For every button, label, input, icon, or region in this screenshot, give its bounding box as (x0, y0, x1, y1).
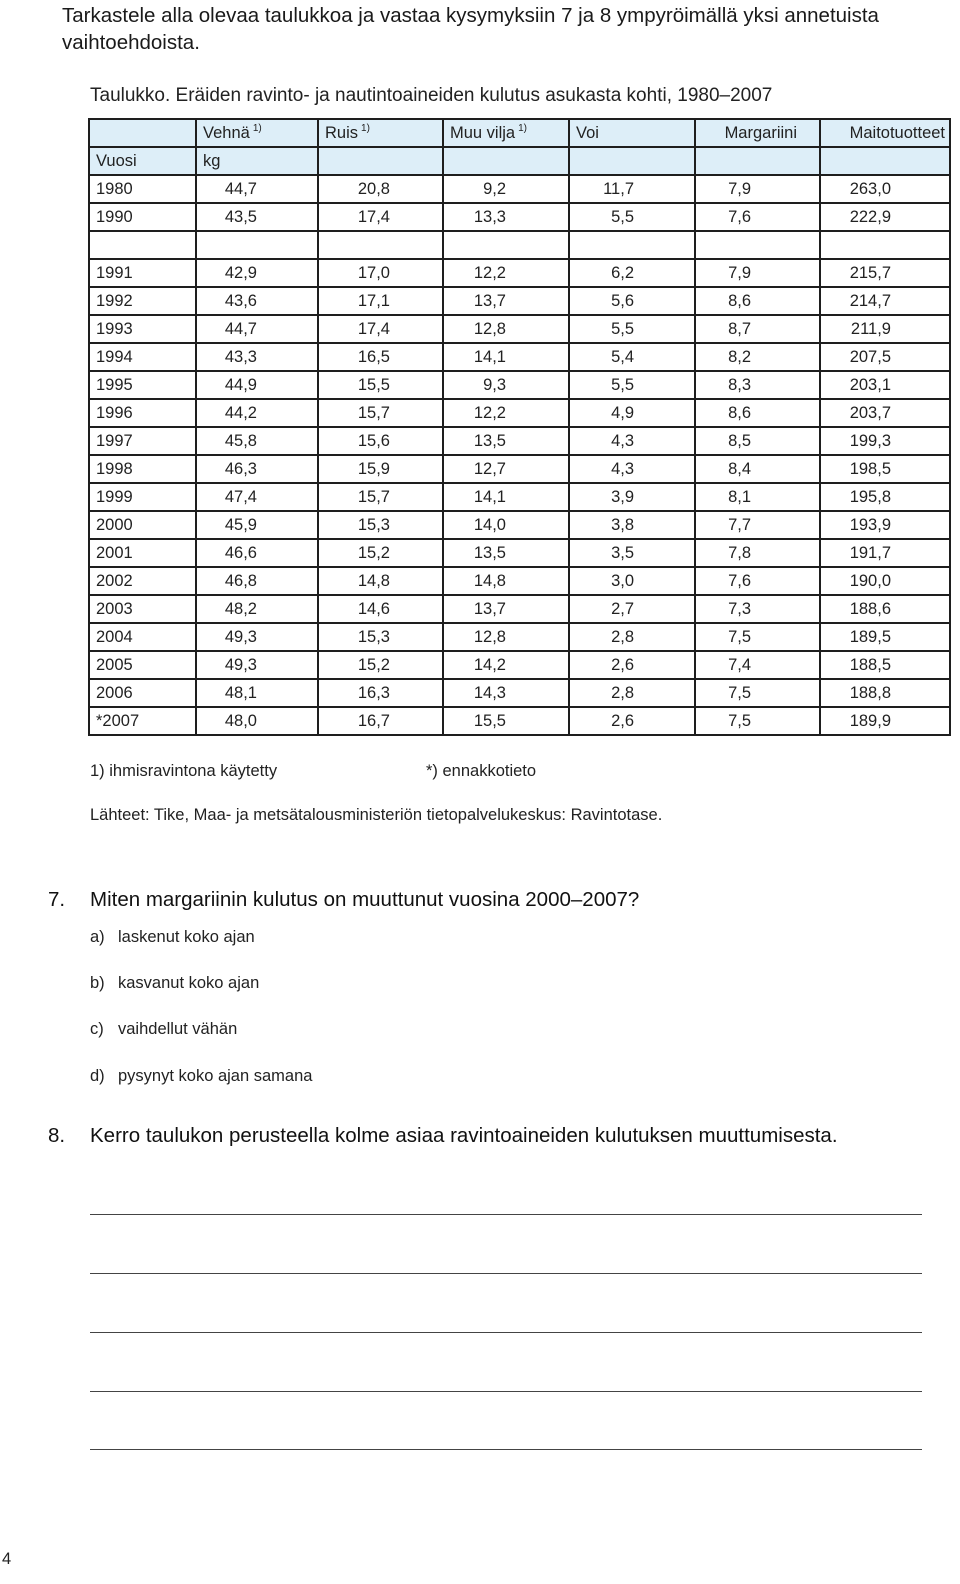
voi-cell: 3,8 (569, 511, 695, 539)
vehna-cell: 45,9 (196, 511, 318, 539)
instructions: Tarkastele alla olevaa taulukkoa ja vastaa kysymyksiin 7 ja 8 ympyröimällä yksi annetuista vaihtoehdoista. (62, 4, 879, 54)
voi-cell: 2,8 (569, 623, 695, 651)
table-row (89, 651, 950, 679)
answer-line[interactable] (90, 1391, 922, 1392)
table-row (89, 511, 950, 539)
vehna-cell: 42,9 (196, 259, 318, 287)
maitotuotteet-cell: 203,1 (820, 371, 950, 399)
ruis-cell: 15,2 (318, 539, 443, 567)
option-b-text[interactable]: kasvanut koko ajan (118, 974, 260, 992)
maitotuotteet-cell: 222,9 (820, 203, 950, 231)
muu-vilja-cell: 9,2 (443, 175, 569, 203)
vehna-cell: 48,0 (196, 707, 318, 735)
vehna-cell: 44,7 (196, 175, 318, 203)
table-row (89, 679, 950, 707)
table-row (89, 567, 950, 595)
question-7-text: Miten margariinin kulutus on muuttunut vuosina 2000–2007? (90, 888, 640, 911)
voi-cell: 5,6 (569, 287, 695, 315)
header-vuosi: Vuosi (89, 147, 196, 175)
margariini-cell: 7,5 (695, 623, 820, 651)
muu-vilja-cell: 13,3 (443, 203, 569, 231)
table-row (89, 427, 950, 455)
ruis-cell: 17,1 (318, 287, 443, 315)
voi-cell: 2,6 (569, 651, 695, 679)
ruis-cell: 15,9 (318, 455, 443, 483)
table-spacer-row (89, 231, 950, 259)
ruis-cell: 17,0 (318, 259, 443, 287)
header-blank (443, 147, 569, 175)
margariini-cell: 7,6 (695, 567, 820, 595)
question-8-text: Kerro taulukon perusteella kolme asiaa ravintoaineiden kulutuksen muuttumisesta. (90, 1124, 838, 1147)
header-cell-empty (89, 119, 196, 147)
margariini-cell: 7,4 (695, 651, 820, 679)
voi-cell: 4,9 (569, 399, 695, 427)
vehna-cell: 46,3 (196, 455, 318, 483)
muu-vilja-cell: 13,7 (443, 595, 569, 623)
maitotuotteet-cell: 198,5 (820, 455, 950, 483)
maitotuotteet-cell: 188,8 (820, 679, 950, 707)
margariini-cell: 7,6 (695, 203, 820, 231)
voi-cell: 2,7 (569, 595, 695, 623)
margariini-cell: 8,1 (695, 483, 820, 511)
year-cell: 2002 (89, 567, 196, 595)
empty-cell (569, 231, 695, 259)
year-cell: 2004 (89, 623, 196, 651)
voi-cell: 5,4 (569, 343, 695, 371)
muu-vilja-cell: 14,0 (443, 511, 569, 539)
vehna-cell: 44,9 (196, 371, 318, 399)
muu-vilja-cell: 13,7 (443, 287, 569, 315)
ruis-cell: 15,7 (318, 483, 443, 511)
ruis-cell: 16,3 (318, 679, 443, 707)
ruis-cell: 14,6 (318, 595, 443, 623)
option-c-text[interactable]: vaihdellut vähän (118, 1020, 238, 1038)
year-cell: 1996 (89, 399, 196, 427)
maitotuotteet-cell: 199,3 (820, 427, 950, 455)
empty-cell (196, 231, 318, 259)
margariini-cell: 8,6 (695, 399, 820, 427)
maitotuotteet-cell: 193,9 (820, 511, 950, 539)
margariini-cell: 7,3 (695, 595, 820, 623)
consumption-table (88, 118, 951, 736)
vehna-cell: 43,3 (196, 343, 318, 371)
muu-vilja-cell: 15,5 (443, 707, 569, 735)
muu-vilja-cell: 14,1 (443, 483, 569, 511)
header-muu-vilja: Muu vilja $^{1)}$ (443, 119, 569, 147)
year-cell: 1998 (89, 455, 196, 483)
year-cell: 2003 (89, 595, 196, 623)
voi-cell: 2,6 (569, 707, 695, 735)
maitotuotteet-cell: 188,5 (820, 651, 950, 679)
footnote-human-food: 1) ihmisravintona käytetty (90, 762, 278, 780)
answer-line[interactable] (90, 1332, 922, 1333)
answer-line[interactable] (90, 1214, 922, 1215)
footnote-preliminary: *) ennakkotieto (426, 762, 537, 780)
answer-line[interactable] (90, 1449, 922, 1450)
vehna-cell: 49,3 (196, 651, 318, 679)
voi-cell: 3,5 (569, 539, 695, 567)
table-row (89, 315, 950, 343)
table-header-row (89, 119, 950, 147)
ruis-cell: 17,4 (318, 203, 443, 231)
option-b-letter[interactable]: b) (90, 974, 105, 992)
year-cell: 1990 (89, 203, 196, 231)
table-row (89, 399, 950, 427)
muu-vilja-cell: 14,8 (443, 567, 569, 595)
muu-vilja-cell: 12,8 (443, 623, 569, 651)
question-8-number: 8. (48, 1124, 66, 1147)
option-c-letter[interactable]: c) (90, 1020, 104, 1038)
footnote-mark: 1) (518, 123, 528, 134)
table-row (89, 259, 950, 287)
voi-cell: 5,5 (569, 315, 695, 343)
muu-vilja-cell: 13,5 (443, 427, 569, 455)
margariini-cell: 8,4 (695, 455, 820, 483)
muu-vilja-cell: 12,2 (443, 259, 569, 287)
ruis-cell: 15,5 (318, 371, 443, 399)
ruis-cell: 15,6 (318, 427, 443, 455)
year-cell: 1997 (89, 427, 196, 455)
year-cell: 1994 (89, 343, 196, 371)
header-ruis: Ruis $^{1)}$ (318, 119, 443, 147)
voi-cell: 3,9 (569, 483, 695, 511)
vehna-cell: 48,2 (196, 595, 318, 623)
maitotuotteet-cell: 211,9 (820, 315, 950, 343)
muu-vilja-cell: 12,8 (443, 315, 569, 343)
vehna-cell: 46,8 (196, 567, 318, 595)
voi-cell: 5,5 (569, 371, 695, 399)
maitotuotteet-cell: 189,5 (820, 623, 950, 651)
empty-cell (695, 231, 820, 259)
margariini-cell: 7,9 (695, 259, 820, 287)
year-cell: 2001 (89, 539, 196, 567)
ruis-cell: 15,3 (318, 511, 443, 539)
vehna-cell: 45,8 (196, 427, 318, 455)
muu-vilja-cell: 14,2 (443, 651, 569, 679)
muu-vilja-cell: 9,3 (443, 371, 569, 399)
ruis-cell: 16,5 (318, 343, 443, 371)
maitotuotteet-cell: 207,5 (820, 343, 950, 371)
year-cell: *2007 (89, 707, 196, 735)
vehna-cell: 49,3 (196, 623, 318, 651)
margariini-cell: 8,3 (695, 371, 820, 399)
year-cell: 2006 (89, 679, 196, 707)
vehna-cell: 48,1 (196, 679, 318, 707)
year-cell: 2005 (89, 651, 196, 679)
voi-cell: 4,3 (569, 427, 695, 455)
option-a-letter[interactable]: a) (90, 928, 105, 946)
voi-cell: 3,0 (569, 567, 695, 595)
year-cell: 1999 (89, 483, 196, 511)
vehna-cell: 43,6 (196, 287, 318, 315)
muu-vilja-cell: 12,2 (443, 399, 569, 427)
maitotuotteet-cell: 203,7 (820, 399, 950, 427)
ruis-cell: 17,4 (318, 315, 443, 343)
maitotuotteet-cell: 214,7 (820, 287, 950, 315)
footnote-mark: 1) (252, 123, 262, 134)
table-row (89, 175, 950, 203)
header-voi: Voi (569, 119, 695, 147)
table-row (89, 539, 950, 567)
margariini-cell: 7,8 (695, 539, 820, 567)
maitotuotteet-cell: 263,0 (820, 175, 950, 203)
margariini-cell: 8,2 (695, 343, 820, 371)
option-d-text[interactable]: pysynyt koko ajan samana (118, 1067, 313, 1085)
page-number: 4 (2, 1550, 12, 1568)
maitotuotteet-cell: 191,7 (820, 539, 950, 567)
year-cell: 1980 (89, 175, 196, 203)
year-cell: 1995 (89, 371, 196, 399)
year-cell: 1992 (89, 287, 196, 315)
table-row (89, 455, 950, 483)
ruis-cell: 15,7 (318, 399, 443, 427)
maitotuotteet-cell: 195,8 (820, 483, 950, 511)
muu-vilja-cell: 14,3 (443, 679, 569, 707)
header-vehna: Vehnä $^{1)}$ (196, 119, 318, 147)
margariini-cell: 8,5 (695, 427, 820, 455)
table-caption: Taulukko. Eräiden ravinto- ja nautintoaineiden kulutus asukasta kohti, 1980–2007 (90, 85, 773, 106)
option-a-text[interactable]: laskenut koko ajan (118, 928, 255, 946)
muu-vilja-cell: 12,7 (443, 455, 569, 483)
footnote-mark: 1) (361, 123, 370, 134)
header-unit-kg: kg (196, 147, 318, 175)
table-unit-row (89, 147, 950, 175)
vehna-cell: 46,6 (196, 539, 318, 567)
vehna-cell: 44,2 (196, 399, 318, 427)
header-blank (820, 147, 950, 175)
answer-line[interactable] (90, 1273, 922, 1274)
voi-cell: 6,2 (569, 259, 695, 287)
ruis-cell: 15,2 (318, 651, 443, 679)
margariini-cell: 8,6 (695, 287, 820, 315)
maitotuotteet-cell: 215,7 (820, 259, 950, 287)
header-blank (569, 147, 695, 175)
voi-cell: 11,7 (569, 175, 695, 203)
margariini-cell: 7,5 (695, 679, 820, 707)
option-d-letter[interactable]: d) (90, 1067, 105, 1085)
table-row (89, 287, 950, 315)
empty-cell (820, 231, 950, 259)
voi-cell: 2,8 (569, 679, 695, 707)
table-row (89, 483, 950, 511)
voi-cell: 4,3 (569, 455, 695, 483)
maitotuotteet-cell: 188,6 (820, 595, 950, 623)
empty-cell (443, 231, 569, 259)
source-note: Lähteet: Tike, Maa- ja metsätalousministeriön tietopalvelukeskus: Ravintotase. (90, 806, 663, 824)
header-blank (695, 147, 820, 175)
vehna-cell: 44,7 (196, 315, 318, 343)
muu-vilja-cell: 14,1 (443, 343, 569, 371)
header-margariini: Margariini (695, 119, 820, 147)
header-maitotuotteet: Maitotuotteet (820, 119, 950, 147)
margariini-cell: 7,7 (695, 511, 820, 539)
table-row (89, 343, 950, 371)
margariini-cell: 8,7 (695, 315, 820, 343)
ruis-cell: 15,3 (318, 623, 443, 651)
empty-cell (89, 231, 196, 259)
ruis-cell: 20,8 (318, 175, 443, 203)
year-cell: 2000 (89, 511, 196, 539)
ruis-cell: 16,7 (318, 707, 443, 735)
table-row (89, 707, 950, 735)
vehna-cell: 47,4 (196, 483, 318, 511)
margariini-cell: 7,9 (695, 175, 820, 203)
vehna-cell: 43,5 (196, 203, 318, 231)
question-7-number: 7. (48, 888, 66, 911)
margariini-cell: 7,5 (695, 707, 820, 735)
table-row (89, 371, 950, 399)
maitotuotteet-cell: 190,0 (820, 567, 950, 595)
maitotuotteet-cell: 189,9 (820, 707, 950, 735)
empty-cell (318, 231, 443, 259)
voi-cell: 5,5 (569, 203, 695, 231)
muu-vilja-cell: 13,5 (443, 539, 569, 567)
ruis-cell: 14,8 (318, 567, 443, 595)
table-row (89, 595, 950, 623)
year-cell: 1991 (89, 259, 196, 287)
table-row (89, 203, 950, 231)
header-blank (318, 147, 443, 175)
table-row (89, 623, 950, 651)
year-cell: 1993 (89, 315, 196, 343)
